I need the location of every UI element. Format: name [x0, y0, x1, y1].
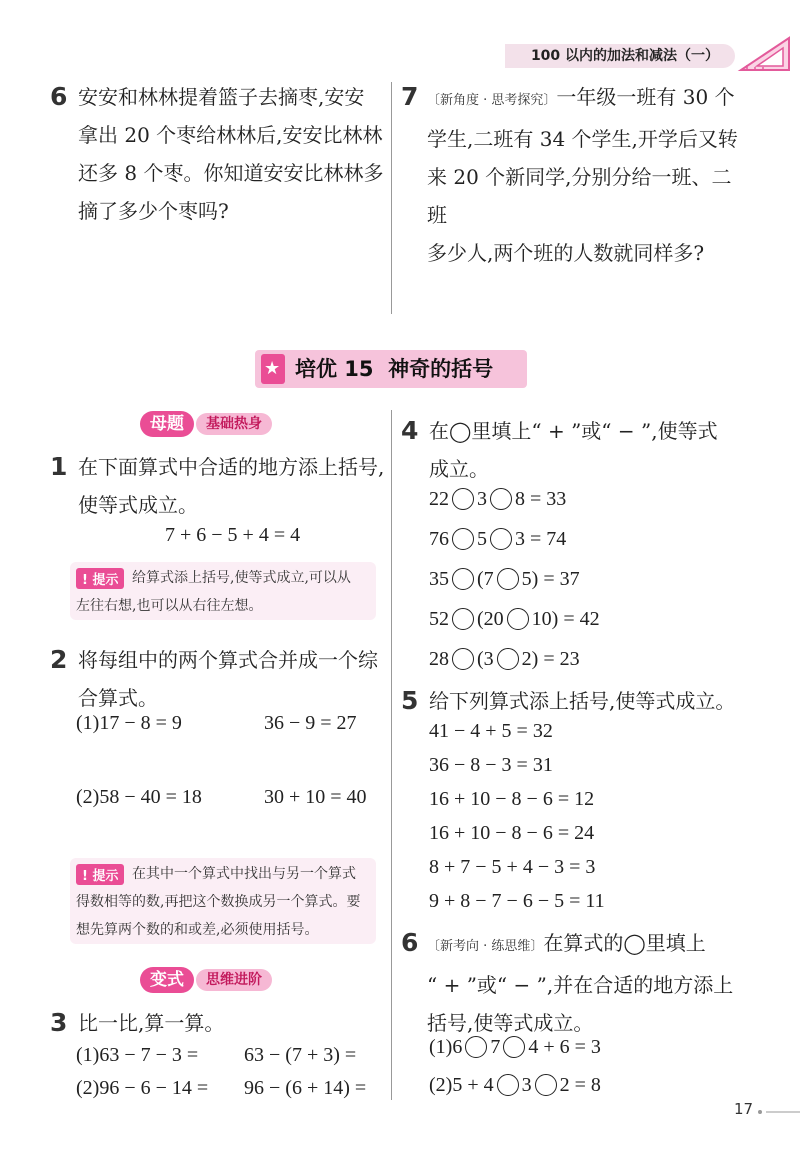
hint-text: 在其中一个算式中找出与另一个算式 得数相等的数,再把这个数换成另一个算式。要 想先算两个数的和或差,必须使用括号。 [76, 866, 361, 938]
fill-in-equation: 76 5 3 = 74 [429, 528, 567, 550]
mother-question-sublabel: 基础热身 [196, 413, 272, 435]
fill-in-equation: (1)6 7 4 + 6 = 3 [429, 1036, 601, 1058]
variant-label: 变式 [140, 967, 194, 993]
equation: 96 − (6 + 14) = [244, 1077, 367, 1099]
fill-in-equation: 22 3 8 = 33 [429, 488, 567, 510]
question-7-text: 〔新角度 · 思考探究〕一年级一班有 30 个 学生,二班有 34 个学生,开学后又转 来 20 个新同学,分别分给一班、二班 多少人,两个班的人数就同样多? [427, 85, 738, 265]
equation: 16 + 10 − 8 − 6 = 24 [429, 822, 595, 844]
equation: 36 − 9 = 27 [264, 712, 357, 734]
equation: 36 − 8 − 3 = 31 [429, 754, 553, 776]
answer-circle[interactable] [452, 528, 474, 550]
equation: 30 + 10 = 40 [264, 786, 367, 808]
section-title: 培优 15 神奇的括号 [295, 357, 494, 381]
question-tag: 〔新考向 · 练思维〕 [427, 939, 544, 954]
header-bar [505, 30, 800, 80]
question-6b-text: 〔新考向 · 练思维〕在算式的◯里填上 “ + ”或“ − ”,并在合适的地方添上 括号,使等式成立。 [427, 931, 734, 1035]
question-number: 4 [401, 416, 419, 445]
question-number: 1 [50, 452, 68, 481]
equation: 8 + 7 − 5 + 4 − 3 = 3 [429, 856, 596, 878]
equation: 41 − 4 + 5 = 32 [429, 720, 553, 742]
question-5-text: 给下列算式添上括号,使等式成立。 [429, 689, 736, 713]
question-4-text: 在◯里填上“ + ”或“ − ”,使等式 成立。 [429, 419, 718, 481]
answer-circle[interactable] [490, 488, 512, 510]
ruler-triangle-icon [737, 34, 795, 74]
question-3-text: 比一比,算一算。 [78, 1011, 225, 1035]
answer-circle[interactable] [465, 1036, 487, 1058]
section-banner [255, 350, 527, 388]
mother-question-label: 母题 [140, 411, 194, 437]
answer-circle[interactable] [452, 608, 474, 630]
variant-sublabel: 思维进阶 [196, 969, 272, 991]
equation: (1)17 − 8 = 9 [76, 712, 182, 734]
equation: 9 + 8 − 7 − 6 − 5 = 11 [429, 890, 605, 912]
question-1-text: 在下面算式中合适的地方添上括号, 使等式成立。 [78, 455, 385, 517]
question-tag: 〔新角度 · 思考探究〕 [427, 93, 557, 108]
header-title: 100 以内的加法和减法（一） [530, 48, 720, 64]
fill-in-equation: 35 (7 5) = 37 [429, 568, 580, 590]
page-number: 17 [734, 1100, 754, 1118]
question-6-text: 安安和林林提着篮子去摘枣,安安 拿出 20 个枣给林林后,安安比林林 还多 8 个枣。你知道安安比林林多 摘了多少个枣吗? [78, 85, 384, 223]
column-divider-top [391, 82, 392, 314]
equation: (1)63 − 7 − 3 = [76, 1044, 199, 1066]
page-number-rule [766, 1111, 800, 1113]
equation: (2)96 − 6 − 14 = [76, 1077, 209, 1099]
answer-circle[interactable] [452, 488, 474, 510]
star-icon: ★ [264, 358, 281, 379]
answer-circle[interactable] [535, 1074, 557, 1096]
fill-in-equation: 28 (3 2) = 23 [429, 648, 580, 670]
question-number: 5 [401, 686, 419, 715]
answer-circle[interactable] [507, 608, 529, 630]
column-divider-bottom [391, 410, 392, 1100]
equation: 7 + 6 − 5 + 4 = 4 [165, 524, 301, 546]
fill-in-equation: (2)5 + 4 3 2 = 8 [429, 1074, 601, 1096]
answer-circle[interactable] [452, 648, 474, 670]
question-number: 2 [50, 645, 68, 674]
answer-circle[interactable] [503, 1036, 525, 1058]
hint-text: 给算式添上括号,使等式成立,可以从 左往右想,也可以从右往左想。 [76, 570, 351, 614]
equation: (2)58 − 40 = 18 [76, 786, 202, 808]
answer-circle[interactable] [497, 568, 519, 590]
answer-circle[interactable] [497, 1074, 519, 1096]
answer-circle[interactable] [497, 648, 519, 670]
hint-box [70, 562, 376, 620]
fill-in-equation: 52 (20 10) = 42 [429, 608, 600, 630]
equation: 16 + 10 − 8 − 6 = 12 [429, 788, 595, 810]
answer-circle[interactable] [490, 528, 512, 550]
question-2-text: 将每组中的两个算式合并成一个综 合算式。 [78, 648, 378, 710]
page-number-dot [758, 1110, 762, 1114]
question-number: 7 [401, 82, 419, 111]
equation: 63 − (7 + 3) = [244, 1044, 357, 1066]
question-number: 6 [50, 82, 68, 111]
answer-circle[interactable] [452, 568, 474, 590]
question-number: 3 [50, 1008, 68, 1037]
question-number: 6 [401, 928, 419, 957]
hint-label: ! 提示 [76, 864, 124, 885]
hint-label: ! 提示 [76, 568, 124, 589]
hint-box [70, 858, 376, 944]
